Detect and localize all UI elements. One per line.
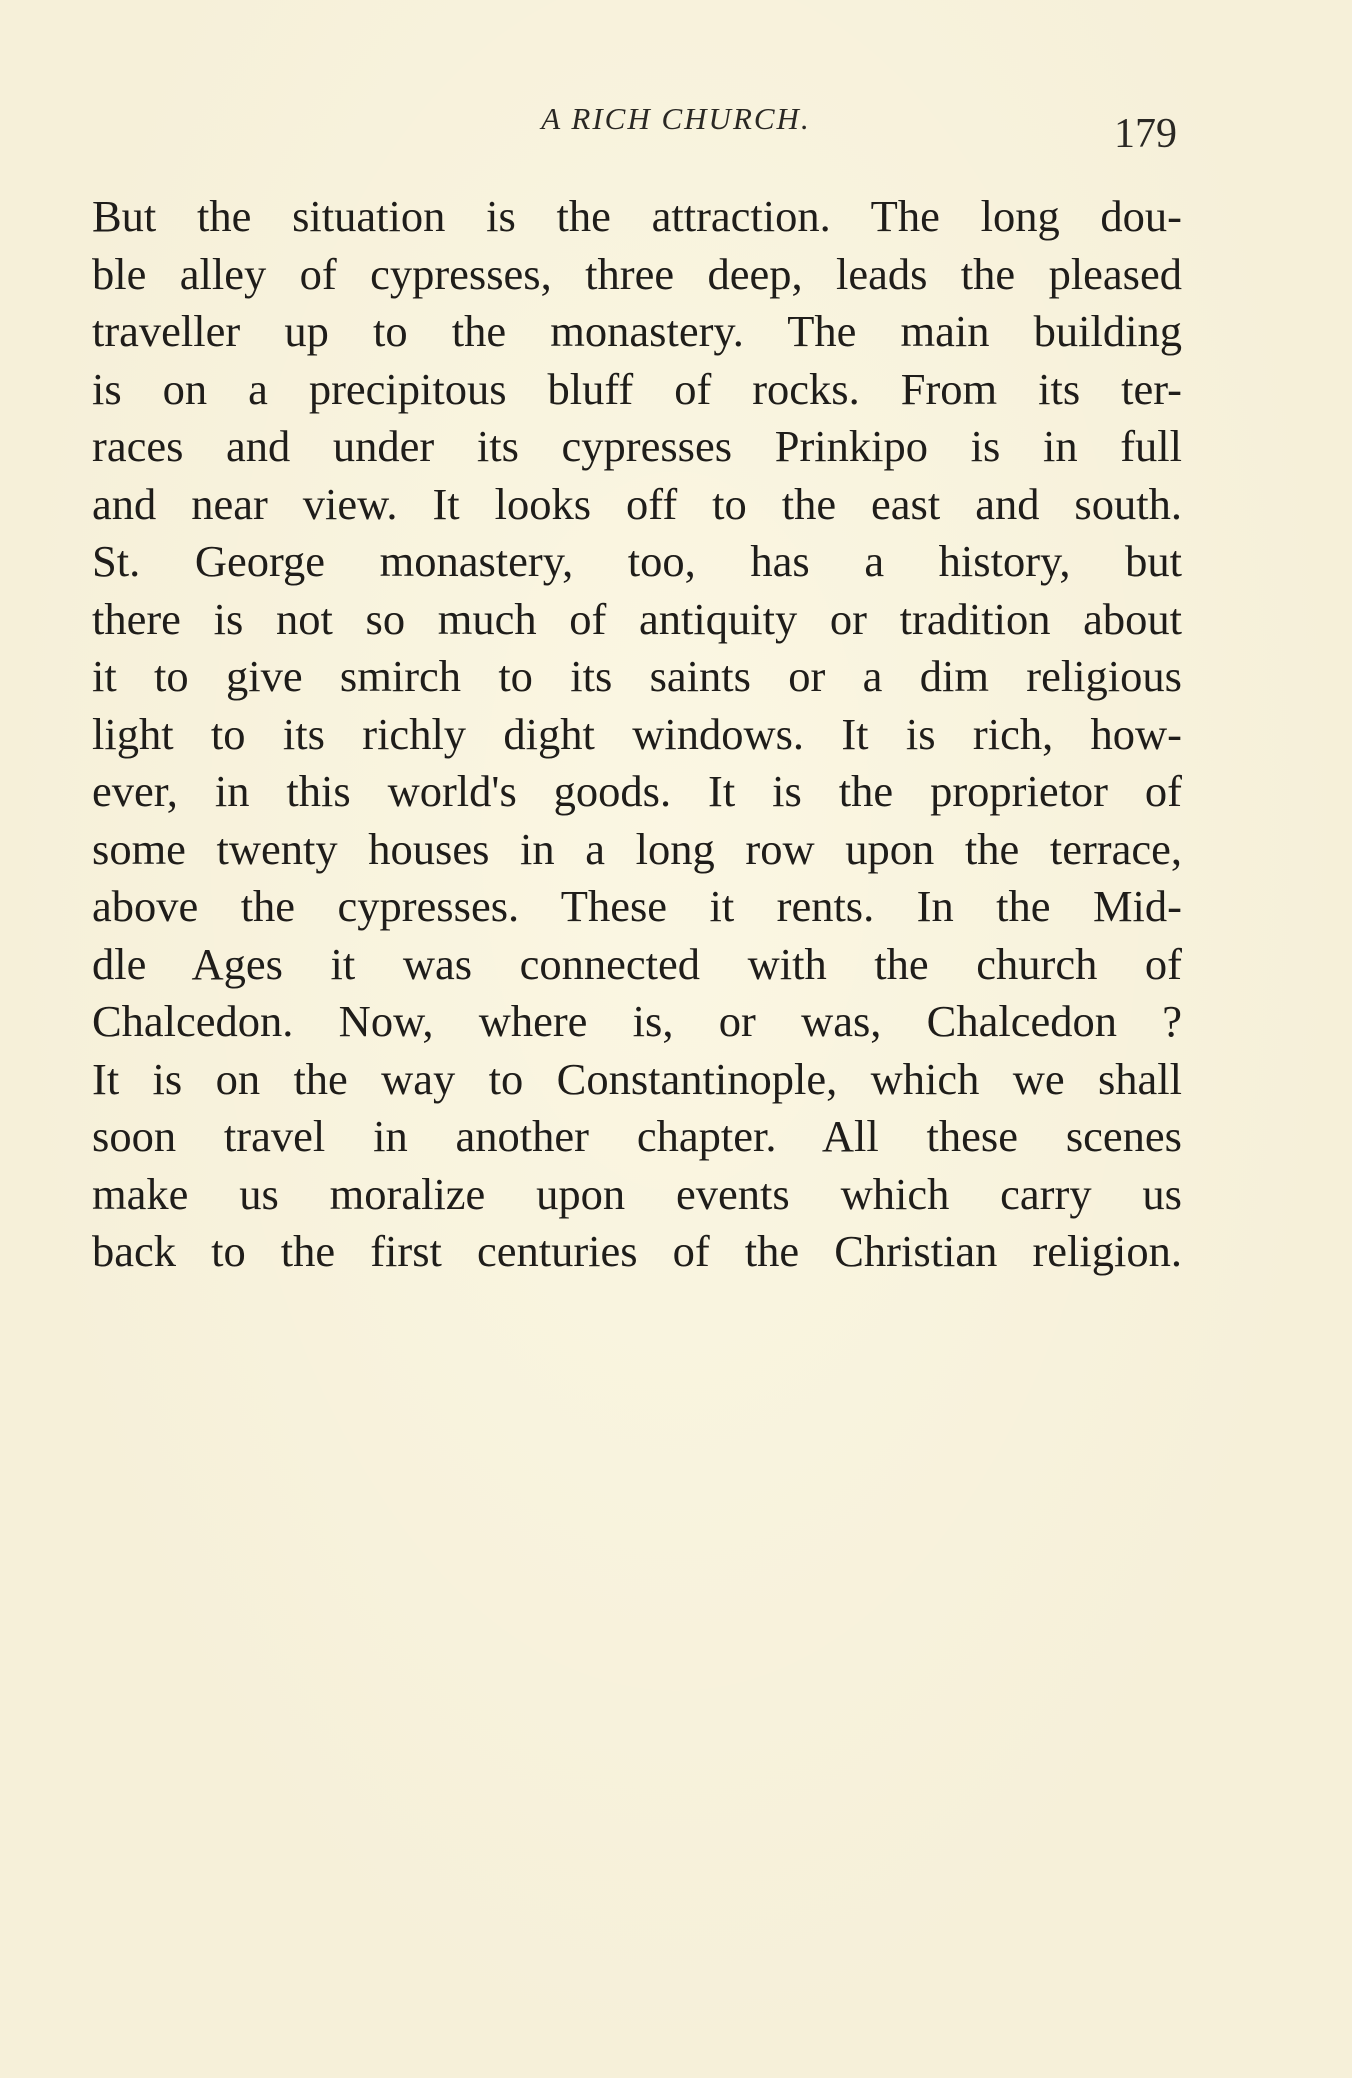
text-line: and near view. It looks off to the east and south. xyxy=(92,478,1182,529)
text-line: races and under its cypresses Prinkipo is in full xyxy=(92,421,1182,471)
text-line: is on a precipitous bluff of rocks. From its ter- xyxy=(92,363,1182,414)
text-line: above the cypresses. These it rents. In the Mid- xyxy=(92,881,1182,931)
text-line: It is on the way to Constantinople, which we shall xyxy=(92,1053,1182,1104)
body-paragraph xyxy=(92,188,1182,1281)
text-line: Chalcedon. Now, where is, or was, Chalcedon ? xyxy=(92,996,1182,1046)
text-line: ble alley of cypresses, three deep, leads the pleased xyxy=(92,248,1182,299)
text-line: ever, in this world's goods. It is the proprietor of xyxy=(92,766,1182,816)
text-line: St. George monastery, too, has a history, but xyxy=(92,536,1182,586)
running-head: A RICH CHURCH. xyxy=(541,101,811,136)
text-line: dle Ages it was connected with the church of xyxy=(92,938,1182,989)
page-number: 179 xyxy=(1114,111,1177,157)
text-line: traveller up to the monastery. The main building xyxy=(92,306,1182,356)
text-line: it to give smirch to its saints or a dim religious xyxy=(92,651,1182,701)
text-line: make us moralize upon events which carry us xyxy=(92,1168,1182,1219)
text-line: there is not so much of antiquity or tradition about xyxy=(92,593,1182,644)
text-line: But the situation is the attraction. The long dou- xyxy=(92,191,1182,241)
text-line: soon travel in another chapter. All these scenes xyxy=(92,1111,1182,1161)
text-line: back to the first centuries of the Christian religion. xyxy=(92,1226,1182,1276)
text-line: light to its richly dight windows. It is rich, how- xyxy=(92,708,1182,759)
text-line: some twenty houses in a long row upon the terrace, xyxy=(92,823,1182,874)
